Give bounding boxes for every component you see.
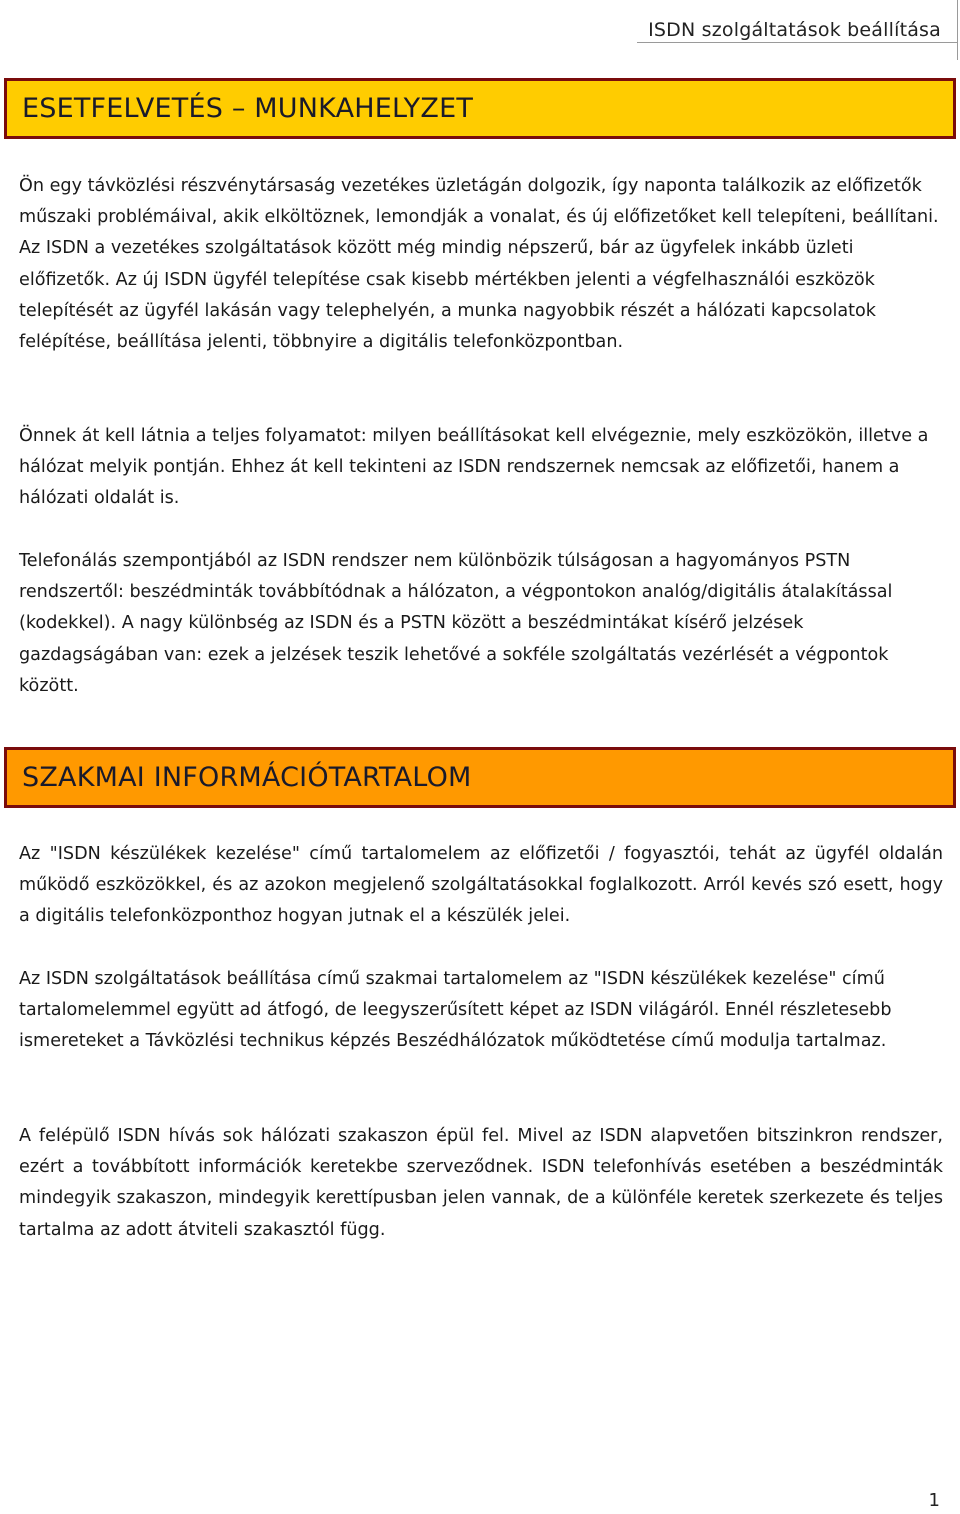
paragraph: Az ISDN szolgáltatások beállítása című szakmai tartalomelem az "ISDN készülékek kezelése" című tartalomelemmel együtt ad átfogó, de leegyszerűsített képet az ISDN világáról. Ennél részletesebb ismereteket a Távközlési technikus képzés Beszédhálózatok működtetése című modulja tartalmaz. <box>19 969 892 1052</box>
section-heading-text: ESETFELVETÉS – MUNKAHELYZET <box>22 93 474 124</box>
section-heading-szakmai <box>4 747 956 808</box>
header-title: ISDN szolgáltatások beállítása <box>648 19 941 41</box>
paragraph: Az "ISDN készülékek kezelése" című tartalomelem az előfizetői / fogyasztói, tehát az ügyfél oldalán működő eszközökkel, és az azokon megjelenő szolgáltatásokkal foglalkozott. Arról kevés szó esett, hogy a digitális telefonközponthoz hogyan jutnak el a készülék jelei. <box>19 844 943 927</box>
paragraph: A felépülő ISDN hívás sok hálózati szakaszon épül fel. Mivel az ISDN alapvetően bitszinkron rendszer, ezért a továbbított információk keretekbe szerveződnek. ISDN telefonhívás esetében a beszédminták mindegyik szakaszon, mindegyik kerettípusban jelen vannak, de a különféle keretek szerkezete és teljes tartalma az adott átviteli szakasztól függ. <box>19 1126 943 1240</box>
header-rule <box>637 42 957 43</box>
section-heading-esetfelvetes <box>4 78 956 139</box>
section-heading-text: SZAKMAI INFORMÁCIÓTARTALOM <box>22 762 472 793</box>
paragraph: Ön egy távközlési részvénytársaság vezetékes üzletágán dolgozik, így naponta találkozik az előfizetők műszaki problémáival, akik elköltöznek, lemondják a vonalat, és új előfizetőket kell telepíteni, beállítani. Az ISDN a vezetékes szolgáltatások között még mindig népszerű, bár az ügyfelek inkább üzleti előfizetők. Az új ISDN ügyfél telepítése csak kisebb mértékben jelenti a végfelhasználói eszközök telepítését az ügyfél lakásán vagy telephelyén, a munka nagyobbik részét a hálózati kapcsolatok felépítése, beállítása jelenti, többnyire a digitális telefonközpontban. <box>19 176 939 353</box>
page-header <box>0 0 958 60</box>
paragraph: Önnek át kell látnia a teljes folyamatot: milyen beállításokat kell elvégeznie, mely eszközökön, illetve a hálózat melyik pontján. Ehhez át kell tekinteni az ISDN rendszernek nemcsak az előfizetői, hanem a hálózati oldalát is. <box>19 426 929 509</box>
paragraph: Telefonálás szempontjából az ISDN rendszer nem különbözik túlságosan a hagyományos PSTN rendszertől: beszédminták továbbítódnak a hálózaton, a végpontokon analóg/digitális átalakítással (kodekkel). A nagy különbség az ISDN és a PSTN között a beszédmintákat kísérő jelzések gazdagságában van: ezek a jelzések teszik lehetővé a sokféle szolgáltatás vezérlését a végpontok között. <box>19 551 893 696</box>
page-number: 1 <box>928 1490 940 1511</box>
